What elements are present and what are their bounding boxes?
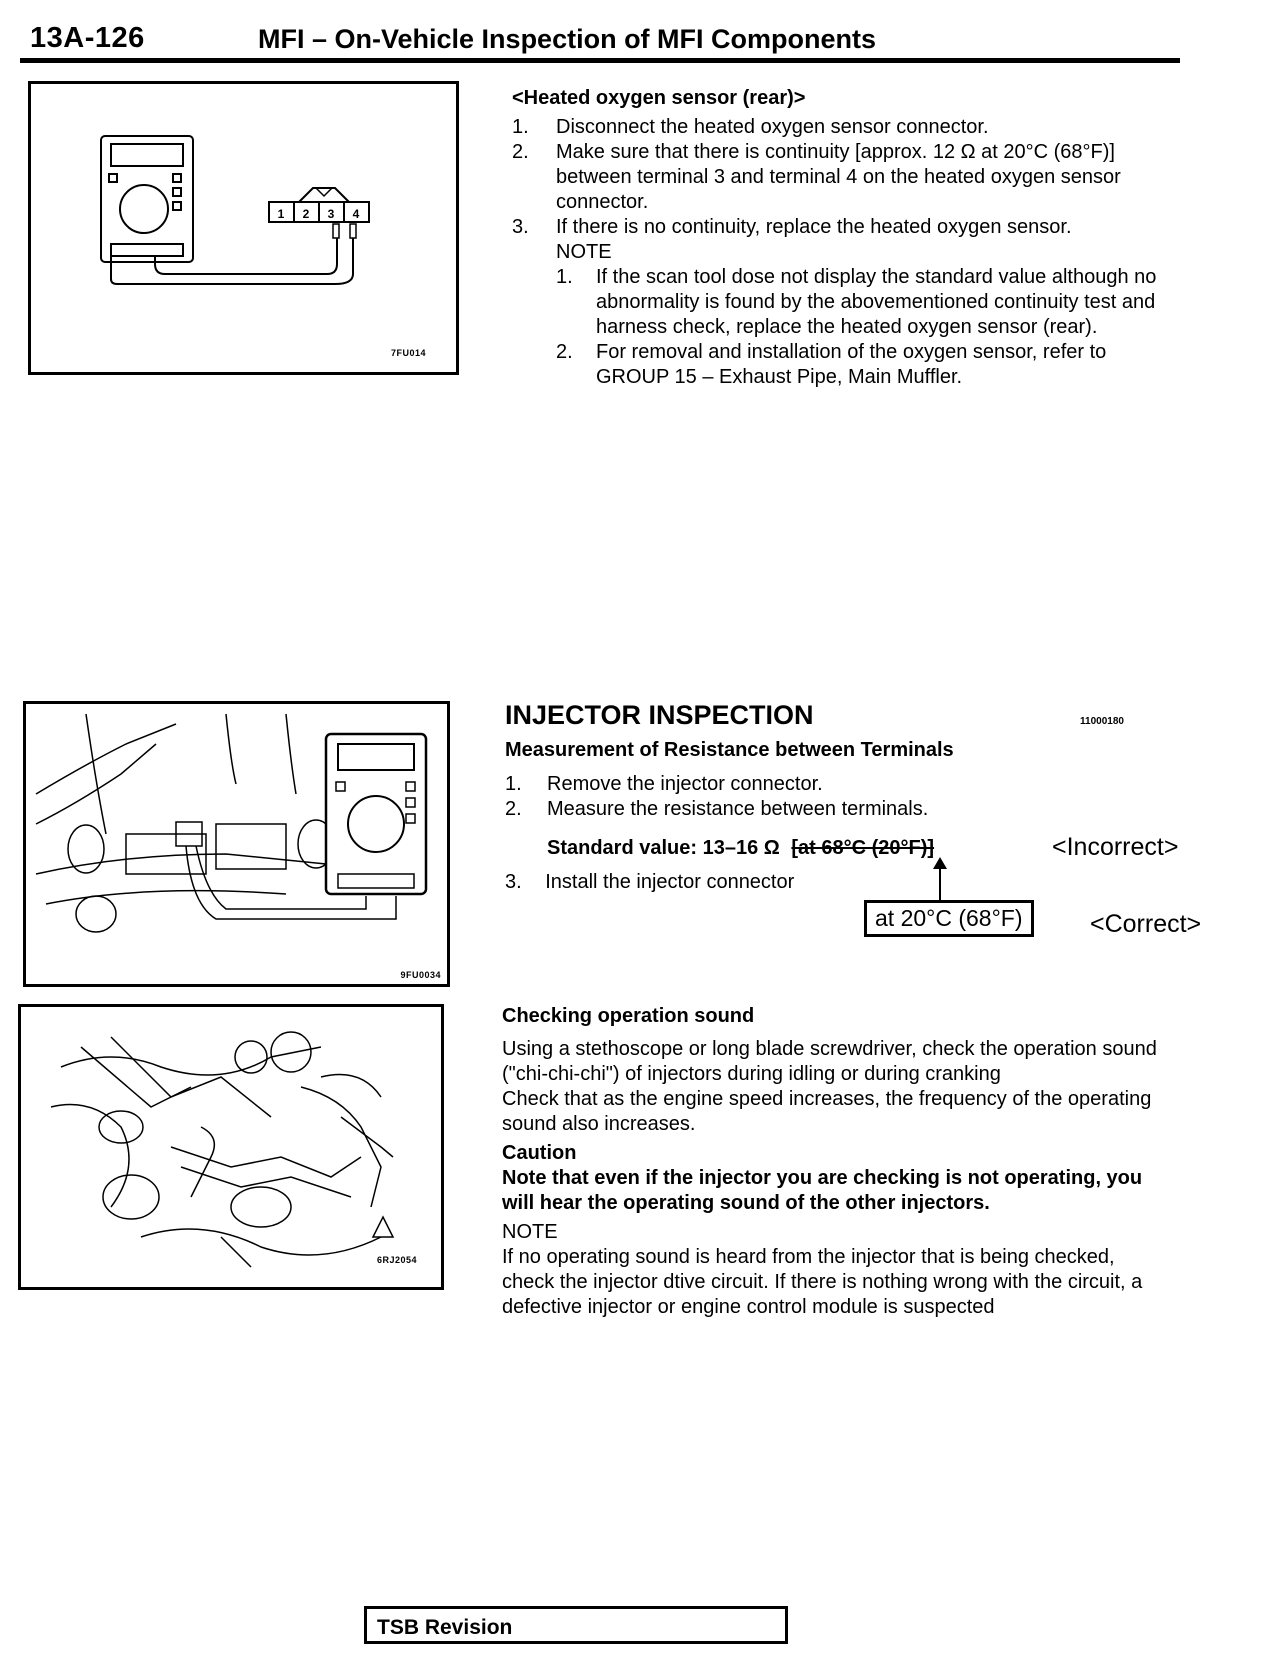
list-text: Make sure that there is continuity [approx. 12 Ω at 20°C (68°F)] between terminal 3 and terminal 4 on the heated oxygen sensor connector. bbox=[556, 141, 1121, 213]
list-number: 2. bbox=[505, 798, 522, 820]
section-heading: <Heated oxygen sensor (rear)> bbox=[512, 87, 806, 109]
incorrect-label: <Incorrect> bbox=[1052, 833, 1179, 861]
list-number: 3. bbox=[512, 216, 529, 238]
list-number: 1. bbox=[505, 773, 522, 795]
note-item bbox=[556, 265, 1172, 340]
list-number: 3. bbox=[505, 871, 522, 893]
note-label: NOTE bbox=[502, 1221, 558, 1243]
note-item bbox=[556, 340, 1172, 390]
correct-value-box: at 20°C (68°F) bbox=[864, 900, 1034, 937]
terminal-label: 4 bbox=[352, 207, 360, 221]
list-text: Remove the injector connector. bbox=[547, 773, 823, 795]
list-number: 1. bbox=[512, 116, 529, 138]
injector-subheading: Measurement of Resistance between Terminals bbox=[505, 739, 954, 761]
header-rule bbox=[20, 58, 1180, 63]
list-text: Measure the resistance between terminals. bbox=[547, 798, 929, 820]
figure-code: 6RJ2054 bbox=[376, 1255, 417, 1265]
correct-label: <Correct> bbox=[1090, 910, 1202, 938]
standard-value: Standard value: 13–16 Ω bbox=[547, 837, 780, 859]
figure-code: 7FU014 bbox=[390, 348, 426, 358]
figure-oxygen-sensor-test bbox=[28, 81, 459, 375]
standard-value-line bbox=[547, 836, 934, 861]
paragraph: Using a stethoscope or long blade screwdriver, check the operation sound ("chi-chi-chi") of injectors during idling or during cranking bbox=[502, 1038, 1157, 1085]
terminal-label: 3 bbox=[327, 207, 335, 221]
page-number: 13A-126 bbox=[30, 22, 145, 54]
paragraph: Check that as the engine speed increases, the frequency of the operating sound also increases. bbox=[502, 1088, 1152, 1135]
list-text: Disconnect the heated oxygen sensor connector. bbox=[556, 116, 989, 138]
injector-engine-illustration bbox=[26, 704, 447, 984]
list-item bbox=[512, 215, 1172, 240]
terminal-label: 1 bbox=[277, 207, 285, 221]
multimeter bbox=[326, 734, 426, 894]
list-item bbox=[505, 870, 794, 895]
terminal-label: 2 bbox=[302, 207, 310, 221]
list-number: 1. bbox=[556, 266, 573, 288]
connector bbox=[269, 188, 369, 238]
list-item bbox=[512, 115, 1172, 140]
tsb-revision-box: TSB Revision bbox=[364, 1606, 788, 1644]
list-item bbox=[505, 797, 1145, 822]
operation-sound-section bbox=[502, 1004, 1157, 1320]
reference-code: 11000180 bbox=[1080, 716, 1124, 727]
caution-label: Caution bbox=[502, 1142, 577, 1164]
list-number: 2. bbox=[512, 141, 529, 163]
figure-injector-resistance bbox=[23, 701, 450, 987]
engine-bay-illustration bbox=[21, 1007, 441, 1287]
note-label: NOTE bbox=[556, 241, 612, 263]
injector-steps bbox=[505, 772, 1145, 822]
correction-arrow bbox=[930, 855, 950, 901]
oxygen-sensor-section bbox=[512, 86, 1172, 390]
list-text: If there is no continuity, replace the heated oxygen sensor. bbox=[556, 216, 1072, 238]
list-item bbox=[505, 772, 1145, 797]
figure-code: 9FU0034 bbox=[400, 970, 441, 980]
list-text: Install the injector connector bbox=[545, 871, 795, 893]
section-heading: Checking operation sound bbox=[502, 1005, 755, 1027]
figure-operation-sound bbox=[18, 1004, 444, 1290]
injector-heading: INJECTOR INSPECTION bbox=[505, 700, 814, 730]
caution-text: Note that even if the injector you are checking is not operating, you will hear the operating sound of the other injectors. bbox=[502, 1167, 1143, 1214]
struck-value: [at 68°C (20°F)] bbox=[791, 837, 935, 859]
list-number: 2. bbox=[556, 341, 573, 363]
note-text: If no operating sound is heard from the injector that is being checked, check the injector dtive circuit. If there is nothing wrong with the circuit, a defective injector or engine control module is suspected bbox=[502, 1246, 1143, 1318]
page-title: MFI – On-Vehicle Inspection of MFI Components bbox=[258, 24, 877, 54]
list-text: For removal and installation of the oxygen sensor, refer to GROUP 15 – Exhaust Pipe, Main Muffler. bbox=[596, 341, 1107, 388]
list-item bbox=[512, 140, 1172, 215]
list-text: If the scan tool dose not display the standard value although no abnormality is found by the abovementioned continuity test and harness check, replace the heated oxygen sensor (rear). bbox=[596, 266, 1157, 338]
multimeter-connector-diagram bbox=[31, 84, 456, 372]
